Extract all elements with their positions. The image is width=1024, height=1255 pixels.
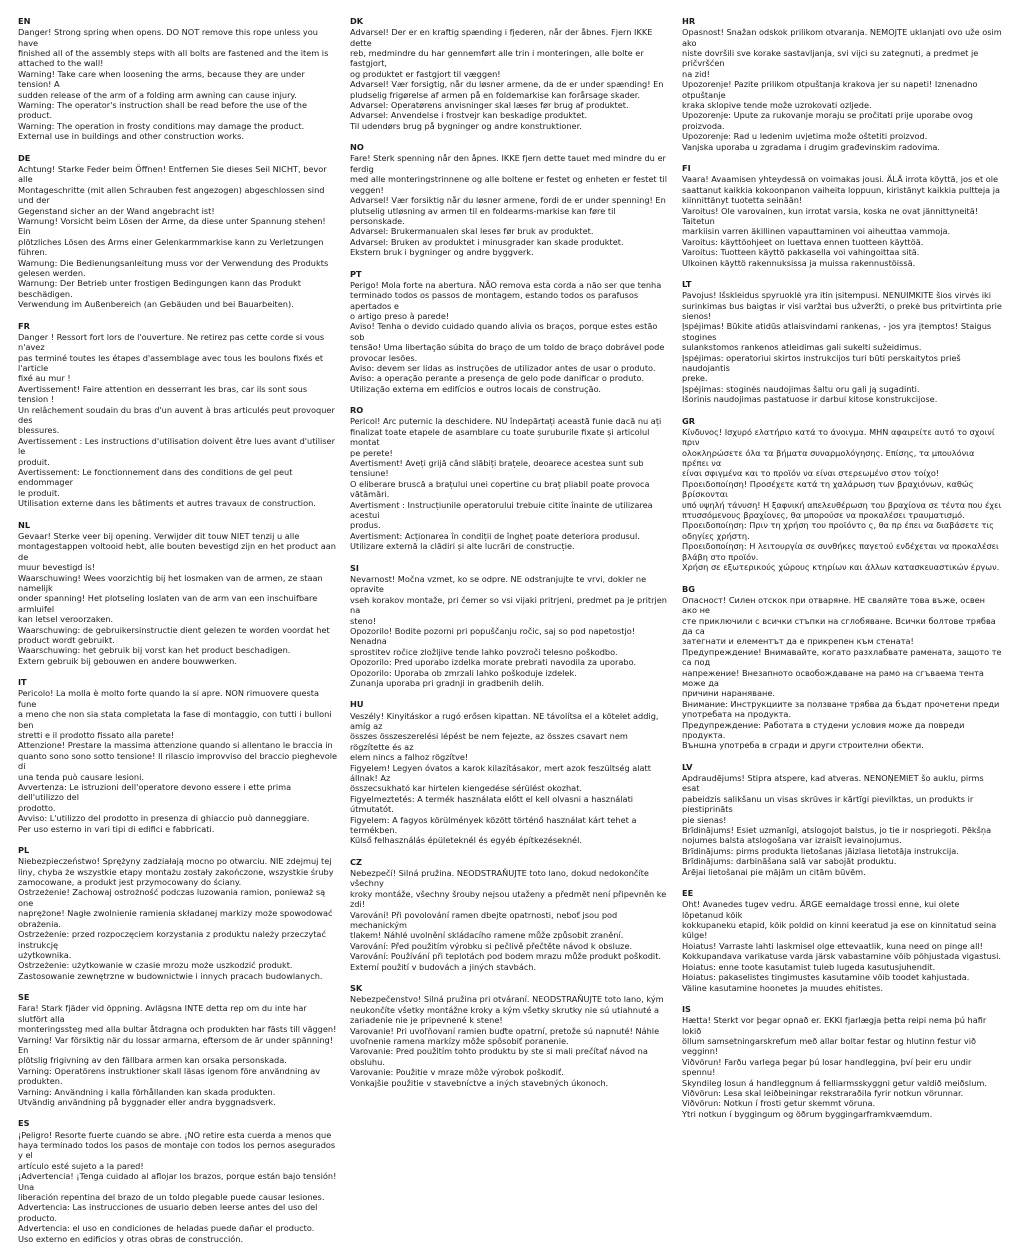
warning-text: Perigo! Mola forte na abertura. NÃO remova esta corda a não ser que tenha terminado todos os passos de montagem, estando todos os parafusos apertados e o artigo preso à parede! Aviso! Tenha o devido cuidado quando alivia os braços, porque estes estão sob tensão! Uma libertação súbita do braço de um toldo de braço dobrável pode provocar lesões. Aviso: devem ser lidas as instruções de utilizador antes de usar o produto. Aviso: a operação perante a presença de gelo pode danificar o produto. Utilização externa em edifícios e outros locais de construção.: [350, 279, 665, 394]
language-code: EN: [18, 16, 31, 26]
language-section-pt: [350, 269, 670, 395]
language-section-gr: [682, 416, 1002, 573]
language-code: DK: [350, 16, 364, 26]
language-section-sk: [350, 983, 670, 1088]
language-section-nl: [18, 520, 338, 666]
language-section-fr: [18, 321, 338, 509]
language-section-se: [18, 992, 338, 1107]
language-section-bg: [682, 584, 1002, 751]
language-code: FR: [18, 320, 30, 331]
warning-text: Pericol! Arc puternic la deschidere. NU îndepărtați această funie dacă nu ați finalizat toate etapele de asamblare cu toate șuruburile fixate și articolul montat pe perete! Avertisment! Aveți grijă când slăbiți brațele, deoarece acestea sunt sub tensiune! O eliberare bruscă a brațului unei copertine cu braț pliabil poate provoca vătămări. Avertisment : Instrucțiunile operatorului trebuie citite înainte de utilizarea acestui produs. Avertisment: Acționarea în condiții de îngheț poate deteriora produsul. Utilizare externă la clădiri și alte lucrări de construcție.: [350, 416, 662, 552]
language-section-en: [18, 16, 338, 142]
warning-text: Vaara! Avaamisen yhteydessä on voimakas jousi. ÄLÄ irrota köyttä, jos et ole saattanut kaikkia kokoonpanon vaiheita loppuun, kiristänyt kaikkia pultteja ja kiinnittänyt tuotetta seinään! Varoitus! Ole varovainen, kun irrotat varsia, koska ne ovat jännittyneitä! Taitetun markiisin varren äkillinen vapauttaminen voi aiheuttaa vammoja. Varoitus: käyttöohjeet on luettava ennen tuotteen käyttöä. Varoitus: Tuotteen käyttö pakkasella voi vahingoittaa sitä. Ulkoinen käyttö rakennuksissa ja muissa rakennustöissä.: [682, 174, 1001, 268]
language-code: NL: [18, 519, 31, 530]
language-code: DE: [18, 152, 31, 163]
language-section-hu: [350, 699, 670, 845]
language-code: NO: [350, 142, 364, 153]
language-code: FI: [682, 163, 691, 174]
warning-document: [18, 16, 1018, 1244]
warning-text: Pavojus! Išskleidus spyruoklė yra itin įsitempusi. NENUIMKITE šios virvės iki surinkimas bus baigtas ir visi varžtai bus užveržti, o prekė bus pritvirtinta prie sienos! Įspėjimas! Būkite atidūs atlaisvindami rankenas, - jos yra įtemptos! Staigus stogines sulankstomos rankenos atleidimas gali sukelti sužeidimus. Įspėjimas: operatoriui skirtos instrukcijos turi būti perskaitytos prieš naudojantis preke. Įspėjimas: stoginės naudojimas šaltu oru gali ją sugadinti. Išorinis naudojimas pastatuose ir darbui kitose konstrukcijose.: [682, 290, 1002, 405]
warning-text: Veszély! Kinyitáskor a rugó erősen kipattan. NE távolítsa el a kötelet addig, amíg az összes összeszerelési lépést be nem fejezte, az összes csavart nem rögzítette és az elem nincs a falhoz rögzítve! Figyelem! Legyen óvatos a karok kilazításakor, mert azok feszültség alatt állnak! Az összecsukható kar hirtelen kiengedése sérülést okozhat. Figyelmeztetés: A termék használata előtt el kell olvasni a használati útmutatót. Figyelem: A fagyos körülmények között történő használat kárt tehet a termékben. Külső felhasználás épületeknél és egyéb építkezéseknél.: [350, 710, 659, 846]
warning-text: Hætta! Sterkt vor þegar opnað er. EKKI fjarlægja þetta reipi nema þú hafir lokið öllum samsetningarskrefum með allar boltar festar og hlutinn festur við vegginn! Viðvörun! Farðu varlega þegar þú losar handleggina, því þeir eru undir spennu! Skyndileg losun á handleggnum á felliarmsskyggni getur valdið meiðslum. Viðvörun: Lesa skal leiðbeiningar rekstraraðila fyrir notkun vörunnar. Viðvörun: Notkun í frosti getur skemmt vöruna. Ytri notkun í byggingum og öðrum byggingarframkvæmdum.: [682, 1015, 987, 1119]
language-code: HR: [682, 16, 696, 26]
language-code: CZ: [350, 856, 362, 867]
language-section-de: [18, 153, 338, 310]
warning-text: Niebezpieczeństwo! Sprężyny zadziałają mocno po otwarciu. NIE zdejmuj tej liny, chyba że wszystkie etapy montażu zostały zakończone, wszystkie śruby zamocowane, a produkt jest przymocowany do ściany. Ostrzeżenie! Zachowaj ostrożność podczas luzowania ramion, ponieważ są one naprężone! Nagłe zwolnienie ramienia składanej markizy może spowodować obrażenia. Ostrzeżenie: przed rozpoczęciem korzystania z produktu należy przeczytać instrukcję użytkownika. Ostrzeżenie: użytkowanie w czasie mrozu może uszkodzić produkt. Zastosowanie zewnętrzne w budownictwie i innych pracach budowlanych.: [18, 856, 334, 981]
language-code: BG: [682, 583, 695, 594]
language-section-lt: [682, 279, 1002, 405]
warning-text: Danger! Strong spring when opens. DO NOT remove this rope unless you have finished all of the assembly steps with all bolts are fastened and the item is attached to the wall! Warning! Take care when loosening the arms, because they are under tension! A sudden release of the arm of a folding arm awning can cause injury. Warning: The operator's instruction shall be read before the use of the product. Warning: The operation in frosty conditions may damage the product. External use in buildings and other construction works.: [18, 27, 329, 142]
warning-text: Advarsel! Der er en kraftig spænding i fjederen, når der åbnes. Fjern IKKE dette reb, medmindre du har gennemført alle trin i monteringen, alle bolte er fastgjort, og produktet er fastgjort til væggen! Advarsel! Vær forsigtig, når du løsner armene, da de er under spænding! En pludselig frigørelse af armen på en foldemarkise kan forårsage skader. Advarsel: Operatørens anvisninger skal læses før brug af produktet. Advarsel: Anvendelse i frostvejr kan beskadige produktet. Til udendørs brug på bygninger og andre konstruktioner.: [350, 27, 664, 131]
language-section-hr: [682, 16, 1002, 152]
warning-text: Κίνδυνος! Ισχυρό ελατήριο κατά το άνοιγμα. ΜΗΝ αφαιρείτε αυτό το σχοινί πριν ολοκληρώσετε όλα τα βήματα συναρμολόγησης. Επίσης, τα μπουλόνια πρέπει να είναι σφιγμένα και το προϊόν να είναι στερεωμένο στον τοίχο! Προειδοποίηση! Προσέχετε κατά τη χαλάρωση των βραχιόνων, καθώς βρίσκονται υπό υψηλή τάνυση! Η ξαφνική απελευθέρωση του βραχίονα σε τέντα που έχει πτυσσόμενους βραχίονες, θα μπορούσε να προκαλέσει τραυματισμό. Προειδοποίηση: Πριν τη χρήση του προϊόντο ς, θα πρ έπει να διαβάσετε τις οδηγίες χρήστη. Προειδοποίηση: Η λειτουργία σε συνθήκες παγετού ενδέχεται να προκαλέσει βλάβη στο προϊόν. Χρήση σε εξωτερικούς χώρους κτηρίων και άλλων κατασκευαστικών έργων.: [682, 426, 1002, 573]
warning-text: Fara! Stark fjäder vid öppning. Avlägsna INTE detta rep om du inte har slutfört alla monteringssteg med alla bultar åtdragna och produkten har fästs till väggen! Varning! Var försiktig när du lossar armarna, eftersom de är under spänning! En plötslig frigivning av den fällbara armen kan orsaka personskada. Varning: Operatörens instruktioner skall läsas igenom före användning av produkten. Varning: Användning i kalla förhållanden kan skada produkten. Utvändig användning på byggnader eller andra byggnadsverk.: [18, 1003, 337, 1107]
language-section-ee: [682, 888, 1002, 993]
language-code: SI: [350, 562, 359, 573]
language-code: SE: [18, 992, 30, 1003]
warning-text: Nebezpečí! Silná pružina. NEODSTRAŇUJTE toto lano, dokud nedokončíte všechny kroky montáže, všechny šrouby nejsou utaženy a předmět není připevněn ke zdi! Varování! Při povolování ramen dbejte opatrnosti, neboť jsou pod mechanickým tlakem! Náhlé uvolnění skládacího ramene může způsobit zranění. Varování: Před použitím výrobku si pečlivě přečtěte návod k obsluze. Varování: Používání při teplotách pod bodem mrazu může produkt poškodit. Externí použití v budovách a jiných stavbách.: [350, 868, 667, 972]
warning-text: Achtung! Starke Feder beim Öffnen! Entfernen Sie dieses Seil NICHT, bevor alle Montageschritte (mit allen Schrauben fest angezogen) abgeschlossen sind und der Gegenstand sicher an der Wand angebracht ist! Warnung! Vorsicht beim Lösen der Arme, da diese unter Spannung stehen! Ein plötzliches Lösen des Arms einer Gelenkarmmarkise kann zu Verletzungen führen. Warnung: Die Bedienungsanleitung muss vor der Verwendung des Produkts gelesen werden. Warnung: Der Betrieb unter frostigen Bedingungen kann das Produkt beschädigen. Verwendung im Außenbereich (an Gebäuden und bei Bauarbeiten).: [18, 163, 329, 310]
language-code: EE: [682, 888, 694, 899]
language-section-it: [18, 677, 338, 834]
language-code: IS: [682, 1003, 691, 1014]
warning-text: Pericolo! La molla è molto forte quando la si apre. NON rimuovere questa fune a meno che non sia stata completata la fase di montaggio, con tutti i bulloni ben stretti e il prodotto fissato alla parete! Attenzione! Prestare la massima attenzione quando si allentano le braccia in quanto sono sono sotto tensione! Il rilascio improvviso del braccio pieghevole di una tenda può causare lesioni. Avvertenza: Le istruzioni dell'operatore devono essere i ette prima dell'utilizzo del prodotto. Avviso: L'utilizzo del prodotto in presenza di ghiaccio può danneggiare. Per uso esterno in vari tipi di edifici e fabbricati.: [18, 688, 338, 834]
language-section-ro: [350, 405, 670, 551]
warning-text: ¡Peligro! Resorte fuerte cuando se abre. ¡NO retire esta cuerda a menos que haya terminado todos los pasos de montaje con todos los pernos asegurados y el artículo esté sujeto a la pared! ¡Advertencia! ¡Tenga cuidado al aflojar los brazos, porque están bajo tensión! Una liberación repentina del brazo de un toldo plegable puede causar lesiones. Advertencia: Las instrucciones de usuario deben leerse antes del uso del producto. Advertencia: el uso en condiciones de heladas puede dañar el producto. Uso externo en edificios y otras obras de construcción.: [18, 1129, 337, 1244]
language-section-is: [682, 1004, 1002, 1119]
column-middle: [350, 16, 670, 1099]
warning-text: Fare! Sterk spenning når den åpnes. IKKE fjern dette tauet med mindre du er ferdig med alle monteringstrinnene og alle boltene er festet og enheten er festet til veggen! Advarsel! Vær forsiktig når du løsner armene, fordi de er under spenning! En plutselig utløsning av armen til en foldearms-markise kan føre til personskade. Advarsel: Brukermanualen skal leses før bruk av produktet. Advarsel: Bruken av produktet i minusgrader kan skade produktet. Ekstern bruk i bygninger og andre byggverk.: [350, 153, 667, 258]
language-code: IT: [18, 677, 27, 688]
language-section-no: [350, 142, 670, 257]
warning-text: Apdraudējums! Stipra atspere, kad atveras. NENOŅEMIET šo auklu, pirms esat pabeidzis salikšanu un visas skrūves ir kārtīgi pievilktas, un produkts ir piestiprināts pie sienas! Brīdinājums! Esiet uzmanīgi, atslogojot balstus, jo tie ir nospriegoti. Pēkšņa nojumes balsta atslogošana var izraisīt ievainojumus. Brīdinājums: pirms produkta lietošanas jāizlasa lietotāja instrukcija. Brīdinājums: darbināšana salā var sabojāt produktu. Ārējai lietošanai pie mājām un citām būvēm.: [682, 773, 992, 877]
warning-text: Gevaar! Sterke veer bij opening. Verwijder dit touw NIET tenzij u alle montagestappen voltooid hebt, alle bouten bevestigd zijn en het product aan de muur bevestigd is! Waarschuwing! Wees voorzichtig bij het losmaken van de armen, ze staan namelijk onder spanning! Het plotseling loslaten van de arm van een inschuifbare armluifel kan letsel veroorzaken. Waarschuwing: de gebruikersinstructie dient gelezen te worden voordat het product wordt gebruikt. Waarschuwing: het gebruik bij vorst kan het product beschadigen. Extern gebruik bij gebouwen en andere bouwwerken.: [18, 530, 336, 666]
language-section-cz: [350, 857, 670, 972]
language-code: LV: [682, 761, 693, 772]
language-section-fi: [682, 163, 1002, 268]
warning-text: Nebezpečenstvo! Silná pružina pri otváraní. NEODSTRAŇUJTE toto lano, kým neukončíte všetky montážne kroky a kým všetky skrutky nie sú utiahnuté a zariadenie nie je pripevnené k stene! Varovanie! Pri uvoľňovaní ramien buďte opatrní, pretože sú napnuté! Náhle uvoľnenie ramena markízy môže spôsobiť poranenie. Varovanie: Pred použitím tohto produktu by ste si mali prečítať návod na obsluhu. Varovanie: Použitie v mraze môže výrobok poškodiť. Vonkajšie použitie v stavebníctve a iných stavebných úkonoch.: [350, 994, 664, 1088]
column-right: [682, 16, 1002, 1130]
language-section-dk: [350, 16, 670, 131]
language-section-pl: [18, 845, 338, 981]
language-section-lv: [682, 762, 1002, 877]
warning-text: Oht! Avanedes tugev vedru. ÄRGE eemaldage trossi enne, kui olete lõpetanud kõik kokkupaneku etapid, kõik poldid on kinni keeratud ja ese on kinnitatud seina külge! Hoiatus! Varraste lahti laskmisel olge ettevaatlik, kuna need on pinge all! Kokkupandava varikatuse varda järsk vabastamine võib põhjustada vigastusi. Hoiatus: enne toote kasutamist tuleb lugeda kasutusjuhendit. Hoiatus: pakaselistes tingimustes kasutamine võib toodet kahjustada. Väline kasutamine hoonetes ja muudes ehitistes.: [682, 899, 1001, 993]
language-code: LT: [682, 278, 692, 289]
language-code: ES: [18, 1118, 30, 1129]
warning-text: Nevarnost! Močna vzmet, ko se odpre. NE odstranjujte te vrvi, dokler ne opravite vseh korakov montaže, pri čemer so vsi vijaki pritrjeni, predmet pa je pritrjen na steno! Opozorilo! Bodite pozorni pri popuščanju ročic, saj so pod napetostjo! Nenadna sprostitev ročice zložljive tende lahko povzroči telesno poškodbo. Opozorilo: Pred uporabo izdelka morate prebrati navodila za uporabo. Opozorilo: Uporaba ob zmrzali lahko poškoduje izdelek. Zunanja uporaba pri gradnji in gradbenih delih.: [350, 573, 667, 688]
warning-text: Opasnost! Snažan odskok prilikom otvaranja. NEMOJTE uklanjati ovo uže osim ako niste dovršili sve korake sastavljanja, svi vijci su zategnuti, a predmet je pričvršćen na zid! Upozorenje! Pazite prilikom otpuštanja krakova jer su napeti! Iznenadno otpuštanje kraka sklopive tende može uzrokovati ozljede. Upozorenje: Upute za rukovanje moraju se pročitati prije uporabe ovog proizvoda. Upozorenje: Rad u ledenim uvjetima može oštetiti proizvod. Vanjska uporaba u zgradama i drugim građevinskim radovima.: [682, 27, 1002, 152]
warning-text: Danger ! Ressort fort lors de l'ouverture. Ne retirez pas cette corde si vous n'avez pas terminé toutes les étapes d'assemblage avec tous les boulons fixés et l'article fixé au mur ! Avertissement! Faire attention en desserrant les bras, car ils sont sous tension ! Un relâchement soudain du bras d'un auvent à bras articulés peut provoquer des blessures. Avertissement : Les instructions d'utilisation doivent être lues avant d'utiliser le produit. Avertissement: Le fonctionnement dans des conditions de gel peut endommager le produit. Utilisation externe dans les bâtiments et autres travaux de construction.: [18, 331, 335, 509]
language-section-si: [350, 563, 670, 689]
warning-text: Опасност! Силен отскок при отваряне. НЕ сваляйте това въже, освен ако не сте приключили с всички стъпки на сглобяване. Всички болтове трябва да са затегнати и елементът да е прикрепен към стената! Предупреждение! Внимавайте, когато разхлабвате рамената, защото те са под напрежение! Внезапното освобождаване на рамо на сгъваема тента може да причини нараняване. Внимание: Инструкциите за ползване трябва да бъдат прочетени преди употребата на продукта. Предупреждение: Работата в студени условия може да повреди продукта. Външна употреба в сгради и други строителни обекти.: [682, 594, 1002, 751]
language-code: HU: [350, 699, 364, 710]
language-code: PT: [350, 268, 362, 279]
language-code: PL: [18, 845, 30, 856]
language-code: RO: [350, 405, 364, 416]
language-code: GR: [682, 415, 696, 426]
language-code: SK: [350, 983, 363, 994]
language-section-es: [18, 1118, 338, 1244]
column-left: [18, 16, 338, 1255]
